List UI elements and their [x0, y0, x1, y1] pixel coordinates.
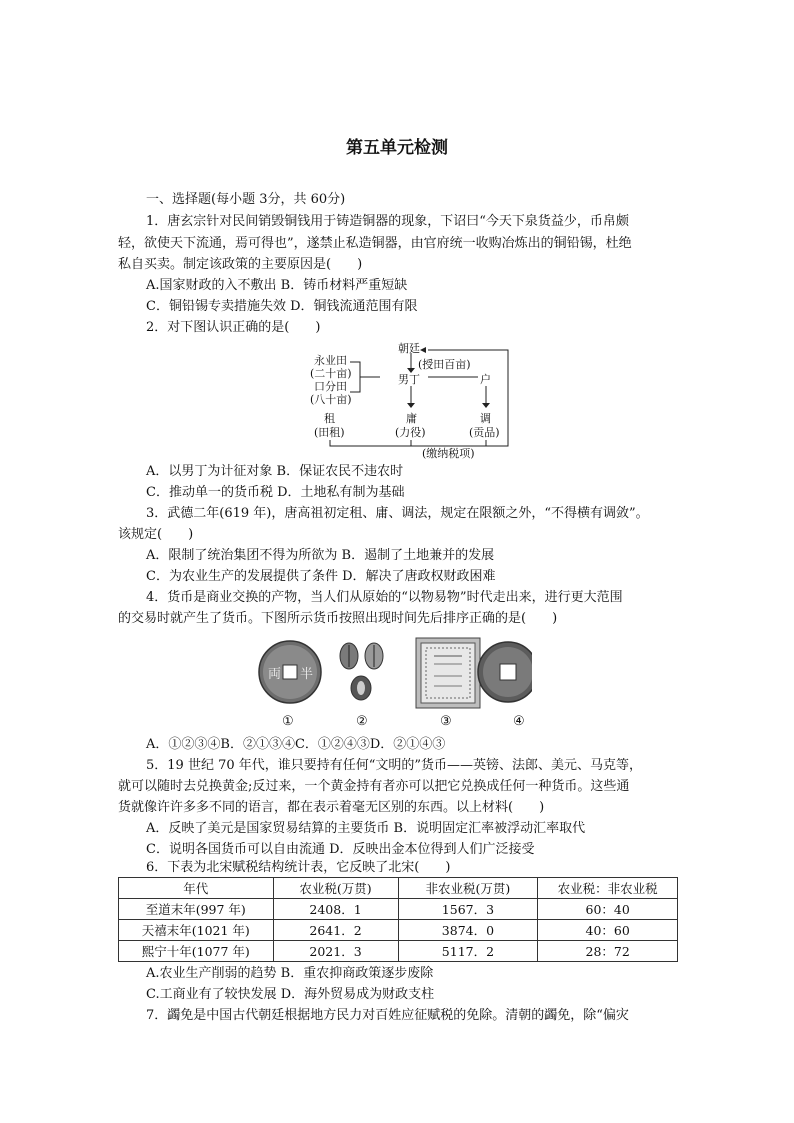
q4-options: A．①②③④B．②①③④C．①②④③D．②①④③ — [146, 737, 446, 752]
q5-stem-line2: 就可以随时去兑换黄金;反过来，一个黄金持有者亦可以把它兑换成任何一种货币。这些通 — [118, 779, 630, 794]
q4-stem-line1: 4．货币是商业交换的产物，当人们从原始的“以物易物”时代走出来，进行更大范围 — [146, 590, 623, 605]
currency-drawings — [256, 636, 532, 712]
coin-4-image — [478, 642, 532, 702]
q5-stem-line1: 5．19 世纪 70 年代，谁只要持有任何“文明的”货币——英镑、法郎、美元、马克等， — [146, 758, 643, 773]
diagram-zu-note: (田租) — [314, 426, 345, 439]
diagram-diao: 调 — [480, 412, 491, 425]
q3-options-ab: A．限制了统治集团不得为所欲为 B．遏制了土地兼并的发展 — [146, 548, 495, 563]
currency-label-1: ① — [282, 714, 294, 729]
table-cell: 2408．1 — [273, 899, 398, 920]
coin-3-paper-note-image — [416, 638, 480, 708]
diagram-household: 户 — [480, 373, 491, 386]
table-cell: 28：72 — [538, 941, 678, 962]
table-cell: 5117．2 — [398, 941, 538, 962]
table-cell: 1567．3 — [398, 899, 538, 920]
q3-stem-line2: 该规定( ) — [118, 527, 194, 542]
q4-stem-line2: 的交易时就产生了货币。下图所示货币按照出现时间先后排序正确的是( ) — [118, 611, 558, 626]
table-header-cell: 年代 — [119, 878, 274, 899]
table-row — [119, 941, 678, 962]
table-cell: 天禧末年(1021 年) — [119, 920, 274, 941]
table-cell: 2021．3 — [273, 941, 398, 962]
table-header-cell: 农业税(万贯) — [273, 878, 398, 899]
currency-label-4: ④ — [513, 714, 525, 729]
diagram-tax-items: (缴纳税项) — [422, 447, 475, 460]
q1-options-cd: C．铜铅锡专卖措施失效 D．铜钱流通范围有限 — [146, 299, 418, 314]
tax-structure-table — [118, 877, 678, 962]
diagram-koufen-size: (八十亩) — [310, 393, 352, 406]
table-cell: 3874．0 — [398, 920, 538, 941]
diagram-diao-note: (贡品) — [469, 426, 500, 439]
table-header-row — [119, 878, 678, 899]
q3-options-cd: C．为农业生产的发展提供了条件 D．解决了唐政权财政困难 — [146, 569, 496, 584]
q1-stem-line2: 轻，欲使天下流通，焉可得也”，遂禁止私造铜器，由官府统一收购冶炼出的铜铅锡，杜绝 — [118, 236, 632, 251]
table-row — [119, 899, 678, 920]
currency-label-3: ③ — [440, 714, 452, 729]
diagram-land-grant: (授田百亩) — [418, 358, 471, 371]
table-cell: 60：40 — [538, 899, 678, 920]
diagram-court: 朝廷 — [398, 342, 420, 355]
page-title: 第五单元检测 — [346, 138, 448, 158]
table-header-cell: 农业税：非农业税 — [538, 878, 678, 899]
diagram-yongye-size: (二十亩) — [310, 367, 352, 380]
currency-images — [256, 636, 532, 732]
diagram-yongye-field: 永业田 — [314, 354, 347, 367]
q2-stem: 2．对下图认识正确的是( ) — [146, 320, 321, 335]
q5-options-ab: A．反映了美元是国家贸易结算的主要货币 B．说明固定汇率被浮动汇率取代 — [146, 821, 586, 836]
q5-stem-line3: 货就像许许多多不同的语言，都在表示着毫无区别的东西。以上材料( ) — [118, 800, 545, 815]
table-cell: 熙宁十年(1077 年) — [119, 941, 274, 962]
q2-options-ab: A．以男丁为计征对象 B．保证农民不违农时 — [146, 464, 404, 479]
q2-options-cd: C．推动单一的货币税 D．土地私有制为基础 — [146, 485, 405, 500]
q1-stem-line3: 私自买卖。制定该政策的主要原因是( ) — [118, 257, 363, 272]
diagram-adult-male: 男丁 — [398, 373, 420, 386]
q1-options-ab: A.国家财政的入不敷出 B．铸币材料严重短缺 — [146, 278, 408, 293]
tax-system-diagram — [300, 340, 516, 458]
table-header-cell: 非农业税(万贯) — [398, 878, 538, 899]
currency-label-2: ② — [356, 714, 368, 729]
q7-stem-line1: 7．蠲免是中国古代朝廷根据地方民力对百姓应征赋税的免除。清朝的蠲免，除“偏灾 — [146, 1008, 629, 1023]
q6-stem: 6．下表为北宋赋税结构统计表，它反映了北宋( ) — [146, 860, 451, 875]
q5-options-cd: C．说明各国货币可以自由流通 D．反映出金本位得到人们广泛接受 — [146, 842, 535, 857]
q1-stem-line1: 1．唐玄宗针对民间销毁铜钱用于铸造铜器的现象，下诏曰“今天下泉货益少，币帛颇 — [146, 214, 629, 229]
table-cell: 2641．2 — [273, 920, 398, 941]
table-cell: 40：60 — [538, 920, 678, 941]
section-heading: 一、选择题(每小题 3分，共 60分) — [146, 192, 346, 207]
q6-options-ab: A.农业生产削弱的趋势 B．重农抑商政策逐步废除 — [146, 966, 434, 981]
q6-options-cd: C.工商业有了较快发展 D．海外贸易成为财政支柱 — [146, 987, 435, 1002]
diagram-koufen-field: 口分田 — [314, 380, 347, 393]
svg-text:半: 半 — [300, 667, 314, 682]
coin-2-shells-image — [340, 643, 383, 700]
diagram-yong-note: (力役) — [395, 426, 426, 439]
coin-1-image — [259, 641, 321, 703]
svg-text:両: 両 — [268, 667, 282, 682]
table-cell: 至道末年(997 年) — [119, 899, 274, 920]
table-row — [119, 920, 678, 941]
diagram-zu: 租 — [324, 412, 335, 425]
q3-stem-line1: 3．武德二年(619 年)，唐高祖初定租、庸、调法，规定在限额之外，“不得横有调敛”。 — [146, 506, 649, 521]
diagram-yong: 庸 — [406, 412, 417, 425]
